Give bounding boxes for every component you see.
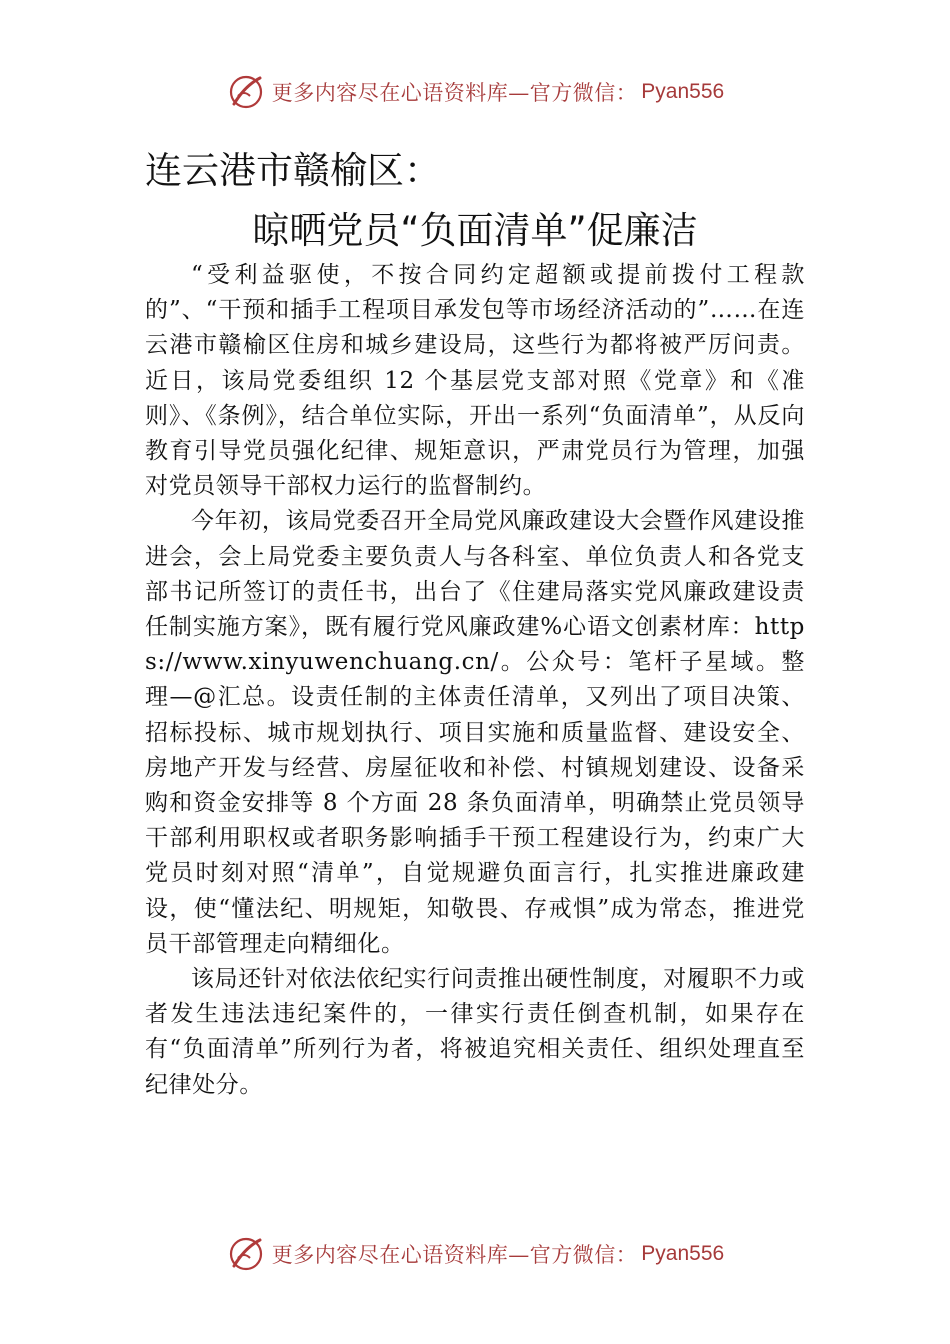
banner-wechat-id: Pyan556	[641, 80, 725, 103]
brush-logo-icon	[226, 72, 266, 112]
header-banner	[0, 70, 950, 114]
article-title-line2: 晾晒党员“负面清单”促廉洁	[252, 209, 698, 252]
banner-wechat-id: Pyan556	[641, 1242, 725, 1265]
brush-logo-icon	[226, 1234, 266, 1274]
article-body	[145, 258, 805, 1103]
banner-text: 更多内容尽在心语资料库—官方微信：	[271, 1243, 638, 1267]
paragraph-1: “受利益驱使，不按合同约定超额或提前拨付工程款的”、“干预和插手工程项目承发包等市场经济活动的”……在连云港市赣榆区住房和城乡建设局，这些行为都将被严厉问责。近日，该局党委组织 12 个基层党支部对照《党章》和《准则》、《条例》，结合单位实际，开出一系列“负面清单”，从反向教育引导党员强化纪律、规矩意识，严肃党员行为管理，加强对党员领导干部权力运行的监督制约。	[145, 262, 805, 500]
footer-banner	[0, 1232, 950, 1276]
article-title-line1: 连云港市赣榆区：	[145, 149, 441, 192]
paragraph-2: 今年初，该局党委召开全局党风廉政建设大会暨作风建设推进会，会上局党委主要负责人与各科室、单位负责人和各党支部书记所签订的责任书，出台了《住建局落实党风廉政建设责任制实施方案》，既有履行党风廉政建%心语文创素材库：https://www.xinyuwenchuang.cn/。公众号：笔杆子星域。整理—@汇总。设责任制的主体责任清单，又列出了项目决策、招标投标、城市规划执行、项目实施和质量监督、建设安全、房地产开发与经营、房屋征收和补偿、村镇规划建设、设备采购和资金安排等 8 个方面 28 条负面清单，明确禁止党员领导干部利用职权或者职务影响插手干预工程建设行为，约束广大党员时刻对照“清单”，自觉规避负面言行，扎实推进廉政建设，使“懂法纪、明规矩，知敬畏、存戒惧”成为常态，推进党员干部管理走向精细化。	[145, 508, 805, 957]
paragraph-3: 该局还针对依法依纪实行问责推出硬性制度，对履职不力或者发生违法违纪案件的，一律实行责任倒查机制，如果存在有“负面清单”所列行为者，将被追究相关责任、组织处理直至纪律处分。	[145, 966, 805, 1098]
banner-text: 更多内容尽在心语资料库—官方微信：	[271, 81, 638, 105]
